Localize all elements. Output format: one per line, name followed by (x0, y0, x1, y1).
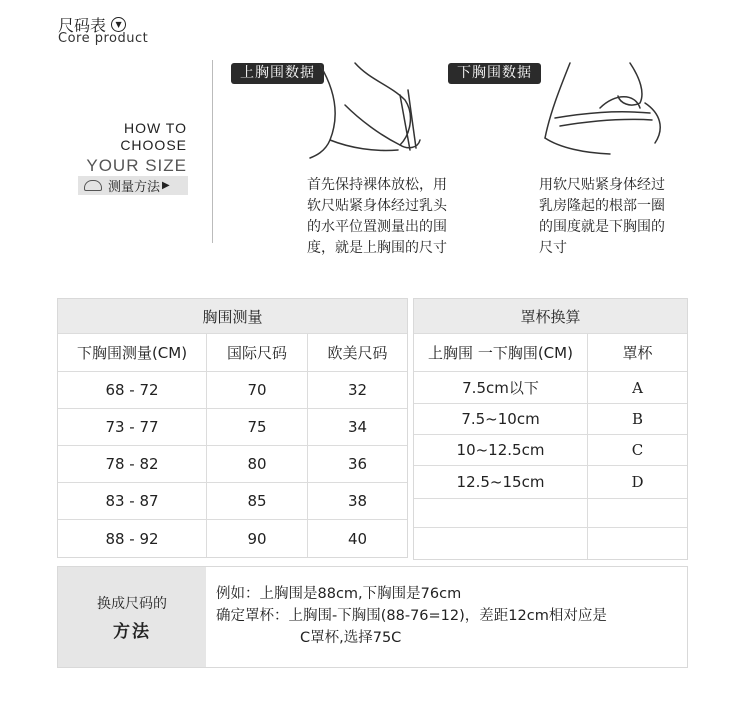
method-label-line-1: 换成尺码的 (97, 595, 167, 612)
table-cell: 70 (207, 372, 308, 408)
column-header: 国际尺码 (207, 334, 308, 371)
lower-bust-sketch-icon (540, 58, 680, 158)
upper-desc-line: 首先保持裸体放松，用 (307, 177, 447, 193)
bust-table-title: 胸围测量 (58, 299, 407, 334)
table-cell: 68 - 72 (58, 372, 207, 408)
method-label (58, 567, 206, 667)
table-cell: A (632, 378, 643, 397)
upper-bust-badge: 上胸围数据 (231, 63, 324, 84)
upper-bust-sketch-icon (300, 60, 430, 160)
page-title-text: 尺码表 (58, 16, 107, 35)
measure-method-tag (78, 176, 188, 195)
table-cell: 73 - 77 (58, 409, 207, 445)
lower-bust-description (539, 175, 665, 259)
table-header-row (414, 334, 687, 372)
table-row (414, 372, 687, 404)
table-cell: 85 (207, 483, 308, 519)
table-cell: 83 - 87 (58, 483, 207, 519)
table-row (58, 446, 407, 483)
table-cell: C (631, 441, 644, 459)
upper-bust-description (307, 175, 447, 259)
play-arrow-icon: ▶ (162, 180, 170, 191)
bust-measure-table (57, 298, 408, 558)
column-header: 下胸围测量(CM) (58, 334, 207, 371)
table-row (58, 483, 407, 520)
table-cell: 36 (347, 455, 368, 473)
divider-line (212, 60, 213, 243)
cup-conversion-table (413, 298, 688, 560)
method-body (206, 567, 607, 667)
table-cell (414, 528, 588, 559)
method-label-line-2: 方法 (113, 621, 151, 642)
table-cell: D (631, 473, 644, 491)
table-cell: 10~12.5cm (414, 435, 588, 465)
upper-desc-line: 软尺贴紧身体经过乳头 (307, 198, 447, 214)
table-cell: 88 - 92 (58, 520, 207, 557)
table-row (414, 466, 687, 499)
table-cell: 32 (347, 381, 368, 399)
table-cell (588, 499, 687, 527)
how-to-choose (86, 120, 187, 176)
table-row (58, 520, 407, 557)
chevron-down-icon: ▼ (111, 17, 126, 32)
table-cell (588, 528, 687, 559)
method-line-3: C罩杯,选择75C (300, 630, 402, 646)
ruler-icon (84, 180, 102, 191)
size-conversion-method (57, 566, 688, 668)
table-cell: 7.5cm以下 (414, 372, 588, 403)
how-to-line-2: CHOOSE (120, 137, 187, 153)
table-cell: 80 (207, 446, 308, 482)
how-to-line-1: HOW TO (123, 120, 187, 136)
table-row (414, 528, 687, 559)
table-cell: 78 - 82 (58, 446, 207, 482)
lower-desc-line: 用软尺贴紧身体经过 (539, 177, 665, 193)
cup-table-title: 罩杯换算 (414, 299, 687, 334)
lower-desc-line: 乳房隆起的根部一圈 (539, 198, 665, 214)
column-header: 欧美尺码 (327, 344, 388, 362)
table-cell: 12.5~15cm (414, 466, 588, 498)
table-cell: 90 (207, 520, 308, 557)
table-cell: 38 (347, 492, 368, 510)
table-row (414, 499, 687, 528)
table-cell: 34 (347, 418, 368, 436)
table-cell: B (631, 410, 644, 428)
table-cell: 75 (207, 409, 308, 445)
upper-desc-line: 的水平位置测量出的围 (307, 219, 447, 235)
table-cell: 7.5~10cm (414, 404, 588, 434)
table-row (58, 372, 407, 409)
table-cell (414, 499, 588, 527)
table-row (414, 435, 687, 466)
method-line-1: 例如：上胸围是88cm,下胸围是76cm (216, 586, 462, 602)
how-to-line-3: YOUR SIZE (86, 156, 187, 175)
table-header-row (58, 334, 407, 372)
table-row (58, 409, 407, 446)
lower-bust-badge: 下胸围数据 (448, 63, 541, 84)
table-cell: 40 (347, 529, 368, 548)
page-subtitle: Core product (58, 31, 149, 46)
upper-desc-line: 度，就是上胸围的尺寸 (307, 240, 447, 256)
table-row (414, 404, 687, 435)
column-header: 上胸围 一下胸围(CM) (414, 334, 588, 371)
column-header: 罩杯 (622, 344, 653, 362)
lower-desc-line: 尺寸 (539, 240, 567, 256)
method-line-2: 确定罩杯：上胸围-下胸围(88-76=12)，差距12cm相对应是 (216, 608, 607, 624)
measure-method-label: 测量方法 (108, 180, 161, 195)
lower-desc-line: 的围度就是下胸围的 (539, 219, 665, 235)
